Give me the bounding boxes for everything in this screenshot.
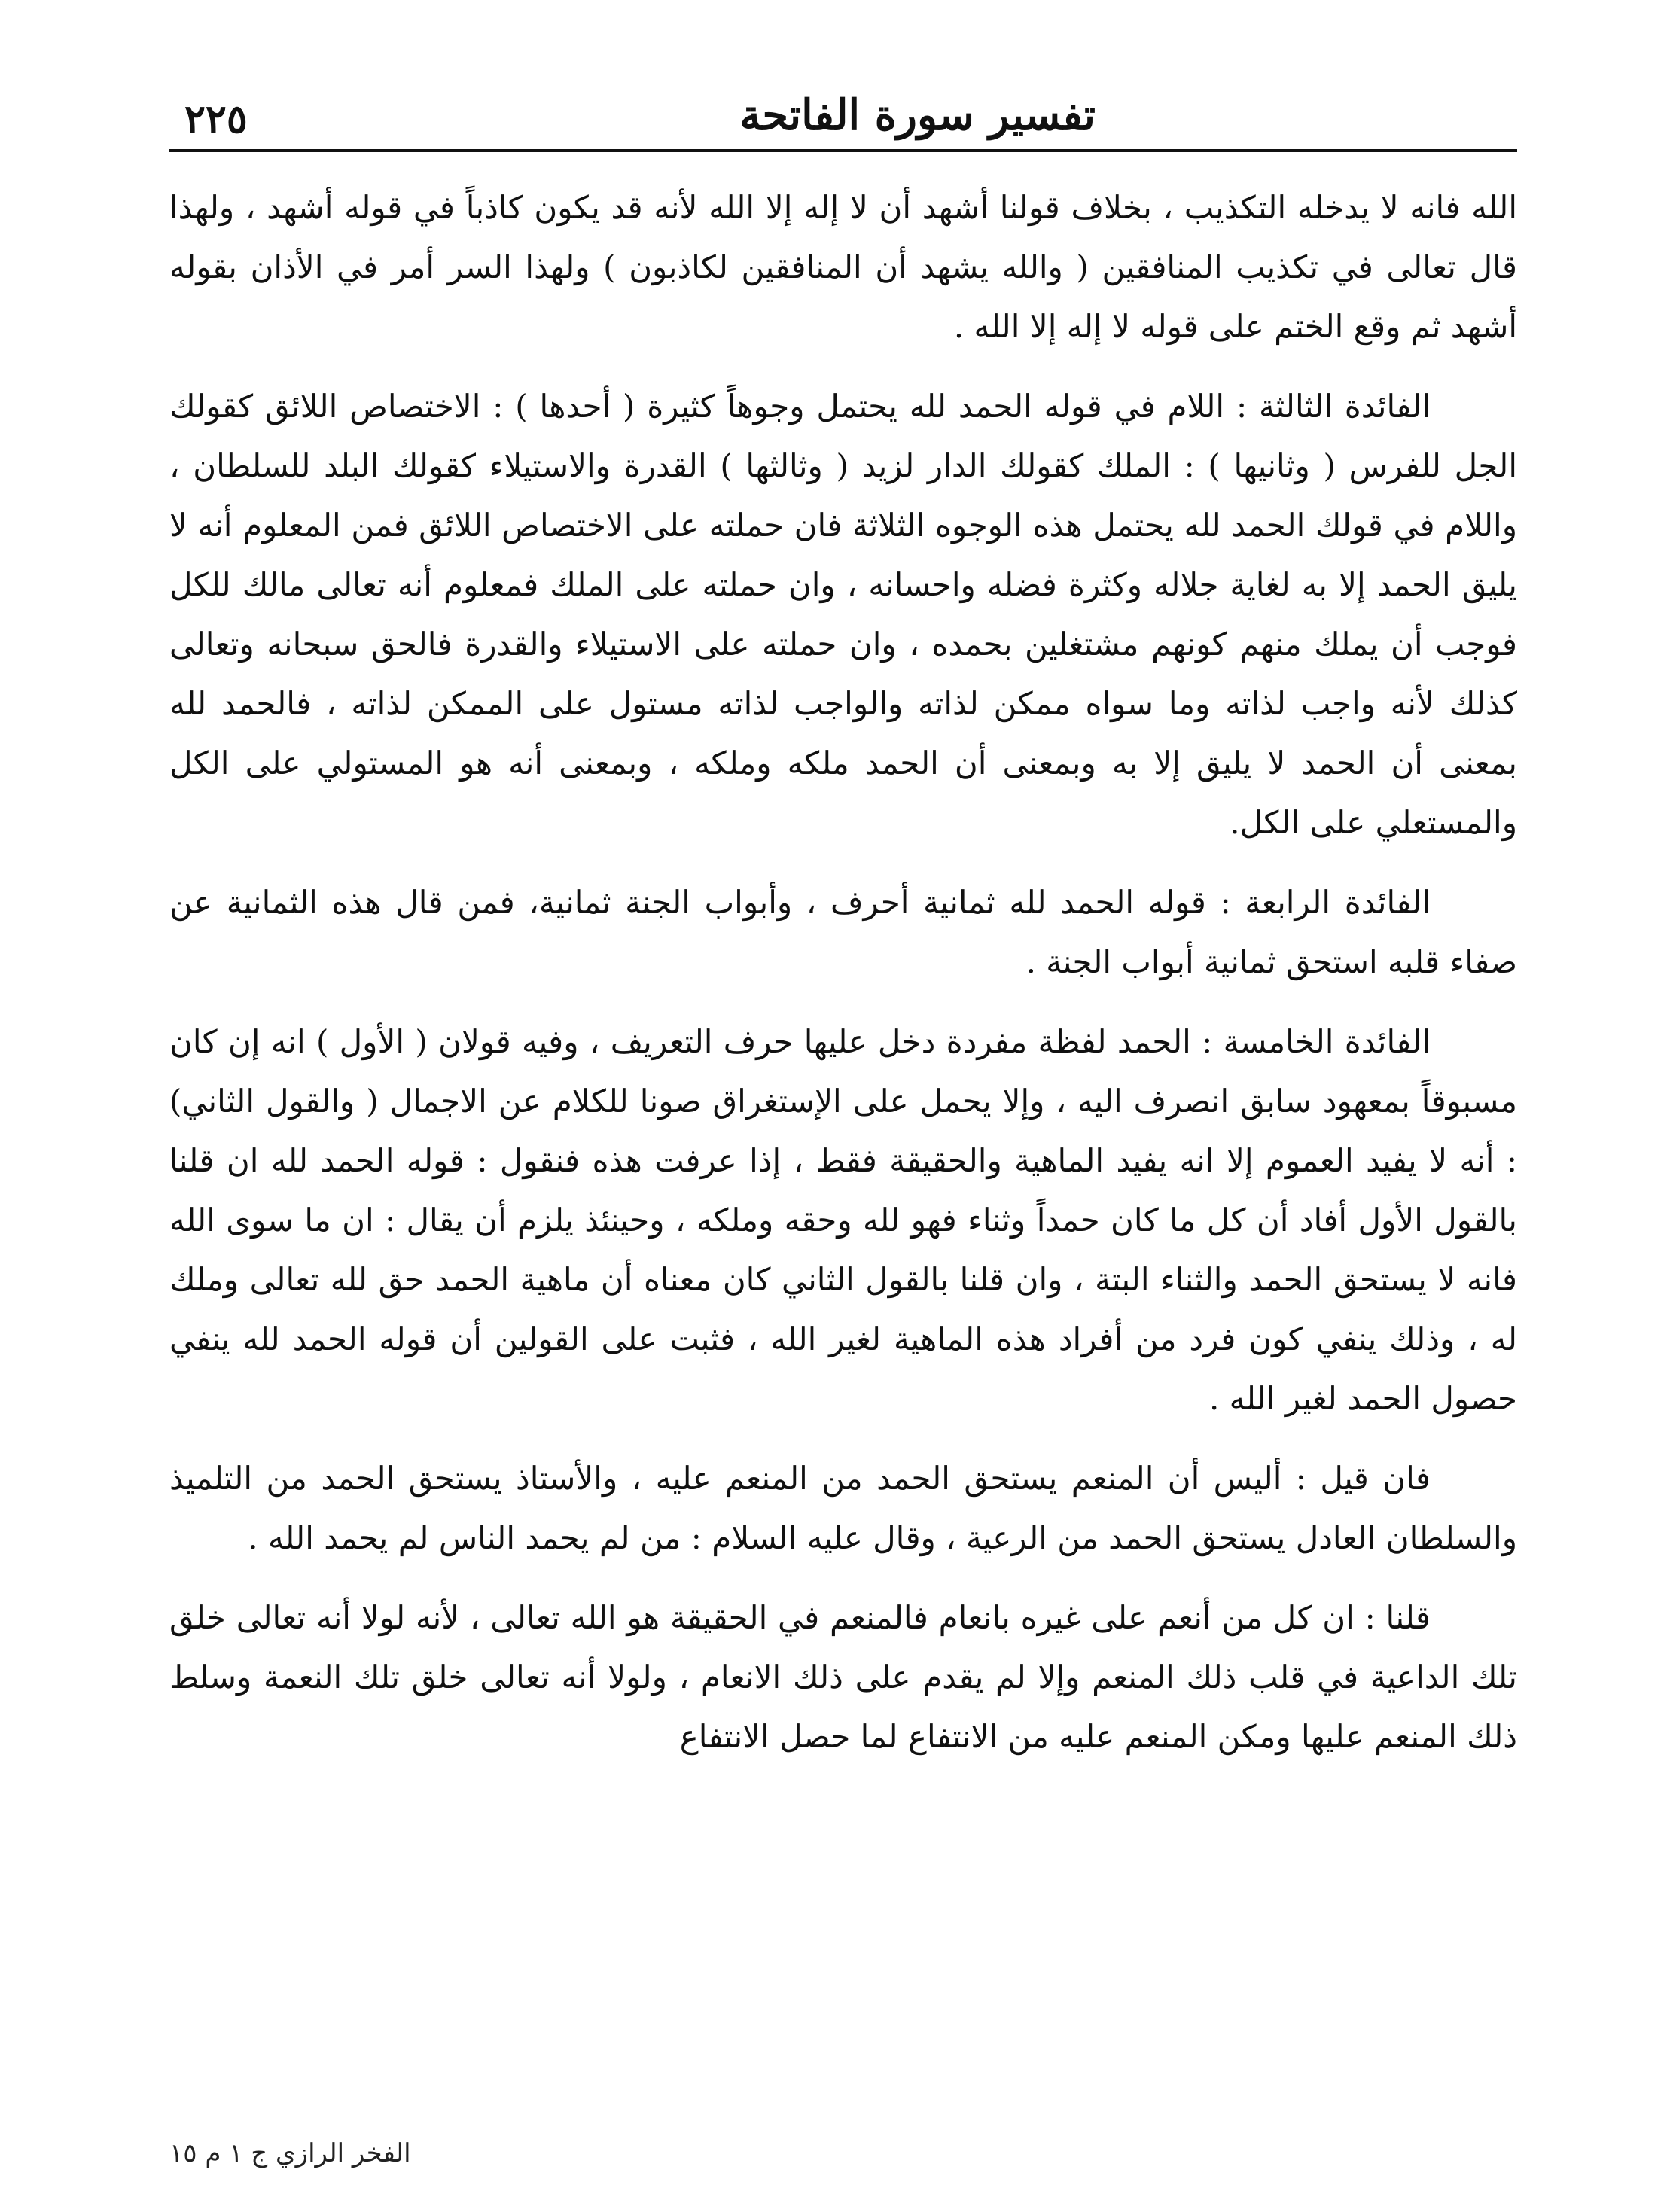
paragraph-reply: قلنا : ان كل من أنعم على غيره بانعام فالمنعم في الحقيقة هو الله تعالى ، لأنه لولا أنه تعالى خلق تلك الداعية في قلب ذلك المنعم وإلا لم يقدم على ذلك الانعام ، ولولا أنه تعالى خلق تلك النعمة وسلط ذلك المنعم عليها ومكن المنعم عليه من الانتفاع لما حصل الانتفاع — [169, 1599, 1517, 1755]
paragraph-continuation: الله فانه لا يدخله التكذيب ، بخلاف قولنا أشهد أن لا إله إلا الله لأنه قد يكون كاذباً في قوله أشهد ، ولهذا قال تعالى في تكذيب المنافقين ( والله يشهد أن المنافقين لكاذبون ) ولهذا السر أمر في الأذان بقوله أشهد ثم وقع الختم على قوله لا إله إلا الله . — [169, 189, 1517, 345]
paragraph-objection: فان قيل : أليس أن المنعم يستحق الحمد من المنعم عليه ، والأستاذ يستحق الحمد من التلميذ والسلطان العادل يستحق الحمد من الرعية ، وقال عليه السلام : من لم يحمد الناس لم يحمد الله . — [169, 1460, 1517, 1556]
paragraph-third-benefit: الفائدة الثالثة : اللام في قوله الحمد لله يحتمل وجوهاً كثيرة ( أحدها ) : الاختصاص اللائق كقولك الجل للفرس ( وثانيها ) : الملك كقولك الدار لزيد ( وثالثها ) القدرة والاستيلاء كقولك البلد للسلطان ، واللام في قولك الحمد لله يحتمل هذه الوجوه الثلاثة فان حملته على الاختصاص اللائق فمن المعلوم أنه لا يليق الحمد إلا به لغاية جلاله وكثرة فضله واحسانه ، وان حملته على الملك فمعلوم أنه تعالى مالك للكل فوجب أن يملك منهم كونهم مشتغلين بحمده ، وان حملته على الاستيلاء والقدرة فالحق سبحانه وتعالى كذلك لأنه واجب لذاته وما سواه ممكن لذاته والواجب لذاته مستول على الممكن لذاته ، فالحمد لله بمعنى أن الحمد لا يليق إلا به وبمعنى أن الحمد ملكه وملكه ، وبمعنى أنه هو المستولي على الكل والمستعلي على الكل. — [169, 388, 1518, 841]
running-header — [169, 90, 1517, 151]
body-text — [169, 178, 1517, 1787]
paragraph-fourth-benefit: الفائدة الرابعة : قوله الحمد لله ثمانية أحرف ، وأبواب الجنة ثمانية، فمن قال هذه الثمانية عن صفاء قلبه استحق ثمانية أبواب الجنة . — [169, 884, 1517, 980]
paragraph-fifth-benefit: الفائدة الخامسة : الحمد لفظة مفردة دخل عليها حرف التعريف ، وفيه قولان ( الأول ) انه إن كان مسبوقاً بمعهود سابق انصرف اليه ، وإلا يحمل على الإستغراق صونا للكلام عن الاجمال ( والقول الثاني) : أنه لا يفيد العموم إلا انه يفيد الماهية والحقيقة فقط ، إذا عرفت هذه فنقول : قوله الحمد لله ان قلنا بالقول الأول أفاد أن كل ما كان حمداً وثناء فهو لله وحقه وملكه ، وحينئذ يلزم أن يقال : ان ما سوى الله فانه لا يستحق الحمد والثناء البتة ، وان قلنا بالقول الثاني كان معناه أن ماهية الحمد حق لله تعالى وملك له ، وذلك ينفي كون فرد من أفراد هذه الماهية لغير الله ، فثبت على القولين أن قوله الحمد لله ينفي حصول الحمد لغير الله . — [169, 1023, 1518, 1417]
header-rule — [169, 149, 1517, 152]
page-number: ٢٢٥ — [184, 96, 248, 142]
footer-signature: الفخر الرازي ج ١ م ١٥ — [169, 2138, 411, 2168]
running-title: تفسير سورة الفاتحة — [739, 90, 1096, 140]
